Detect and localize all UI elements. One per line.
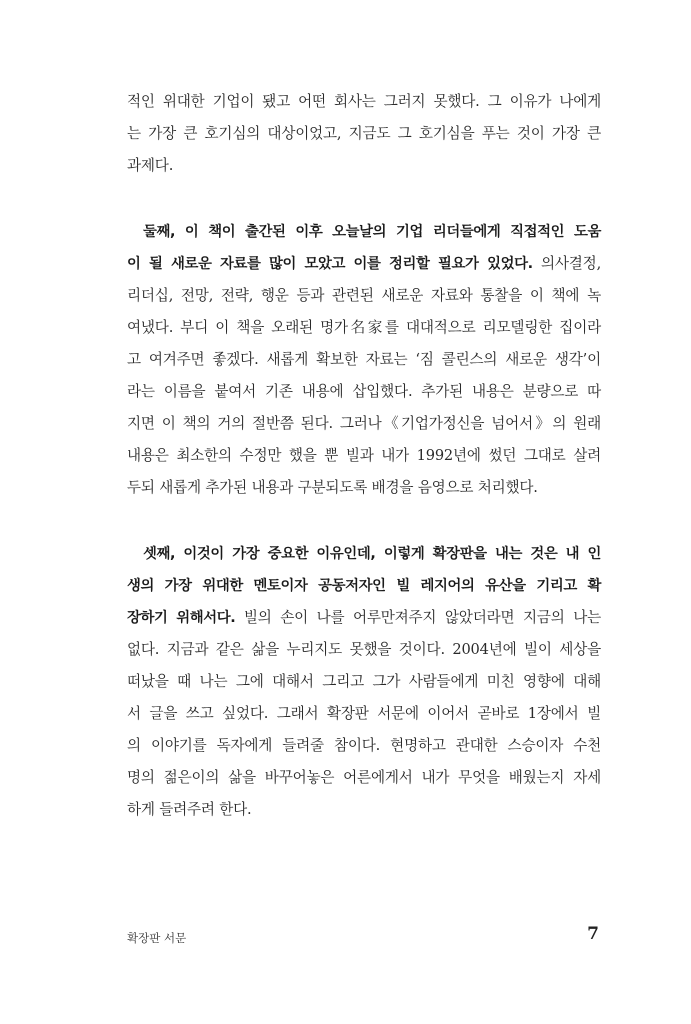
paragraph-line: 여냈다. 부디 이 책을 오래된 명가名家를 대대적으로 리모델링한 집이라 <box>127 319 601 336</box>
mixed-line <box>127 604 601 632</box>
paragraph-line: 는 가장 큰 호기심의 대상이었고, 지금도 그 호기심을 푸는 것이 가장 큰 <box>127 125 601 142</box>
paragraph-line: 의 이야기를 독자에게 들려줄 참이다. 현명하고 관대한 스승이자 수천 <box>127 737 601 754</box>
paragraph-line: 고 여겨주면 좋겠다. 새롭게 확보한 자료는 ‘짐 콜린스의 새로운 생각’이 <box>127 351 601 368</box>
paragraph-line: 과제다. <box>127 157 174 174</box>
emphasized-text: 이 될 새로운 자료를 많이 모았고 이를 정리할 필요가 있었다. <box>127 256 533 272</box>
running-footer-title: 확장판 서문 <box>127 931 187 945</box>
plain-text: 의사결정, <box>532 255 602 272</box>
paragraph-line: 없다. 지금과 같은 삶을 누리지도 못했을 것이다. 2004년에 빌이 세상을 <box>127 641 601 658</box>
emphasized-line: 셋째, 이것이 가장 중요한 이유인데, 이렇게 확장판을 내는 것은 내 인 <box>143 546 601 562</box>
paragraph-line: 리더십, 전망, 전략, 행운 등과 관련된 새로운 자료와 통찰을 이 책에 녹 <box>127 287 601 304</box>
paragraph-line: 내용은 최소한의 수정만 했을 뿐 빌과 내가 1992년에 썼던 그대로 살려 <box>127 447 601 464</box>
paragraph-line: 라는 이름을 붙여서 기존 내용에 삽입했다. 추가된 내용은 분량으로 따 <box>127 383 601 400</box>
page-number: 7 <box>587 924 599 944</box>
paragraph-line: 떠났을 때 나는 그에 대해서 그리고 그가 사람들에게 미친 영향에 대해 <box>127 673 601 690</box>
mixed-line <box>127 250 601 278</box>
emphasized-text: 장하기 위해서다. <box>127 610 236 626</box>
plain-text: 빌의 손이 나를 어루만져주지 않았더라면 지금의 나는 <box>235 609 601 626</box>
paragraph-line: 서 글을 쓰고 싶었다. 그래서 확장판 서문에 이어서 곧바로 1장에서 빌 <box>127 705 601 722</box>
emphasized-line: 생의 가장 위대한 멘토이자 공동저자인 빌 레지어의 유산을 기리고 확 <box>127 578 601 594</box>
paragraph-line: 명의 젊은이의 삶을 바꾸어놓은 어른에게서 내가 무엇을 배웠는지 자세 <box>127 769 601 786</box>
paragraph-line: 두되 새롭게 추가된 내용과 구분되도록 배경을 음영으로 처리했다. <box>127 479 538 496</box>
emphasized-line: 둘째, 이 책이 출간된 이후 오늘날의 기업 리더들에게 직접적인 도움 <box>143 224 601 240</box>
paragraph-line: 적인 위대한 기업이 됐고 어떤 회사는 그러지 못했다. 그 이유가 나에게 <box>127 93 601 110</box>
paragraph-line: 하게 들려주려 한다. <box>127 801 252 818</box>
paragraph-line: 지면 이 책의 거의 절반쯤 된다. 그러나《기업가정신을 넘어서》의 원래 <box>127 415 601 432</box>
